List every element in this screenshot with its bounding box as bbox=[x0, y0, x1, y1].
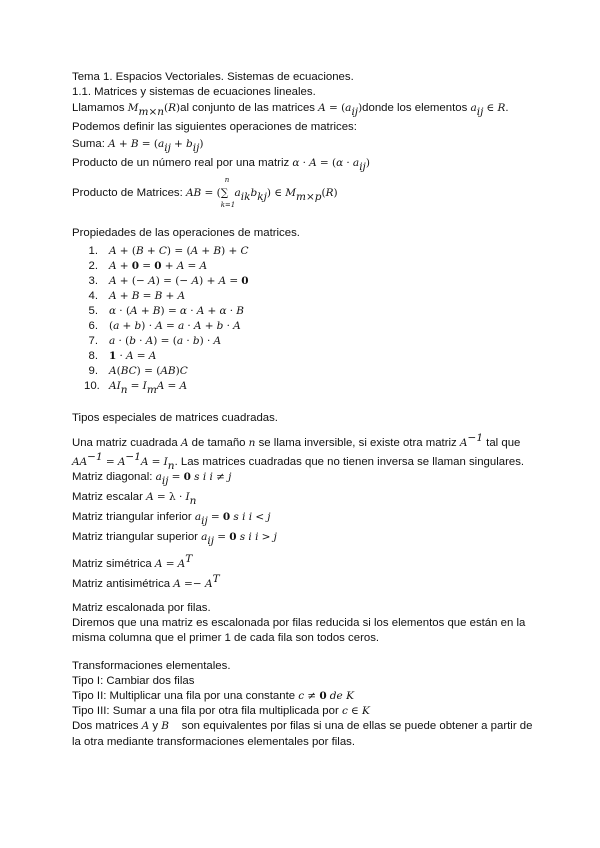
diagonal-matrix: Matriz diagonal: $a_{ij} = 0$ s i i ≠ j bbox=[72, 471, 232, 487]
lower-triangular-matrix: Matriz triangular inferior $a_{ij} = 0$ s i i < j bbox=[72, 511, 271, 527]
section-heading: 1.1. Matrices y sistemas de ecuaciones lineales. bbox=[72, 86, 316, 98]
scalar-matrix: Matriz escalar $A = \lambda \cdot I_n$ bbox=[72, 491, 197, 507]
row-echelon-text-1: Diremos que una matriz es escalonada por filas reducida si los elementos que están en la bbox=[72, 617, 526, 629]
symmetric-matrix: Matriz simétrica $A = A^T$ bbox=[72, 553, 193, 570]
equivalent-matrices-line1: Dos matrices A y B son equivalentes por filas si una de ellas se puede obtener a partir de bbox=[72, 720, 533, 732]
row-echelon-text-2: misma columna que el primer 1 de cada fila son todos ceros. bbox=[72, 632, 380, 644]
operations-intro: Podemos definir las siguientes operaciones de matrices: bbox=[72, 121, 357, 133]
row-echelon-title: Matriz escalonada por filas. bbox=[72, 602, 211, 614]
special-types-title: Tipos especiales de matrices cuadradas. bbox=[72, 412, 278, 424]
antisymmetric-matrix: Matriz antisimétrica $A =- A^T$ bbox=[72, 573, 220, 590]
transformation-type-1: Tipo I: Cambiar dos filas bbox=[72, 675, 195, 687]
inverse-definition-line2: $AA^{-1} = A^{-1}A = I_n$. Las matrices cuadradas que no tienen inversa se llaman singulares. bbox=[72, 451, 525, 472]
equivalent-matrices-line2: la otra mediante transformaciones elementales por filas. bbox=[72, 736, 356, 748]
transformation-type-3: Tipo III: Sumar a una fila por otra fila multiplicada por c ∈ K bbox=[72, 705, 370, 717]
scalar-product-formula: Producto de un número real por una matriz $\alpha \cdot A = (\alpha \cdot a_{ij})$ bbox=[72, 157, 370, 173]
transformation-type-2: Tipo II: Multiplicar una fila por una constante c ≠ 0 de K bbox=[72, 690, 354, 702]
matrix-product-formula: Producto de Matrices: AB = (∑ n k=1 $a_{ik}b_{kj}$) ∈ $M_{m\times p}(R)$ bbox=[72, 176, 338, 209]
properties-title: Propiedades de las operaciones de matrices. bbox=[72, 227, 300, 239]
sum-formula: Suma: $A + B = (a_{ij} + b_{ij})$ bbox=[72, 138, 204, 154]
elementary-transformations-title: Transformaciones elementales. bbox=[72, 660, 231, 672]
inverse-definition-line1: Una matriz cuadrada A de tamaño n se llama inversible, si existe otra matriz $A^{-1}$ tal que bbox=[72, 432, 521, 449]
matrix-set-definition: Llamamos $M_{m\times n}(R)al$ conjunto de las matrices $A = (a_{ij})donde$ los elementos $a_{ij}$ ∈ R. bbox=[72, 102, 509, 118]
document-title: Tema 1. Espacios Vectoriales. Sistemas de ecuaciones. bbox=[72, 71, 354, 83]
upper-triangular-matrix: Matriz triangular superior $a_{ij} = 0$ s i i > j bbox=[72, 531, 277, 547]
